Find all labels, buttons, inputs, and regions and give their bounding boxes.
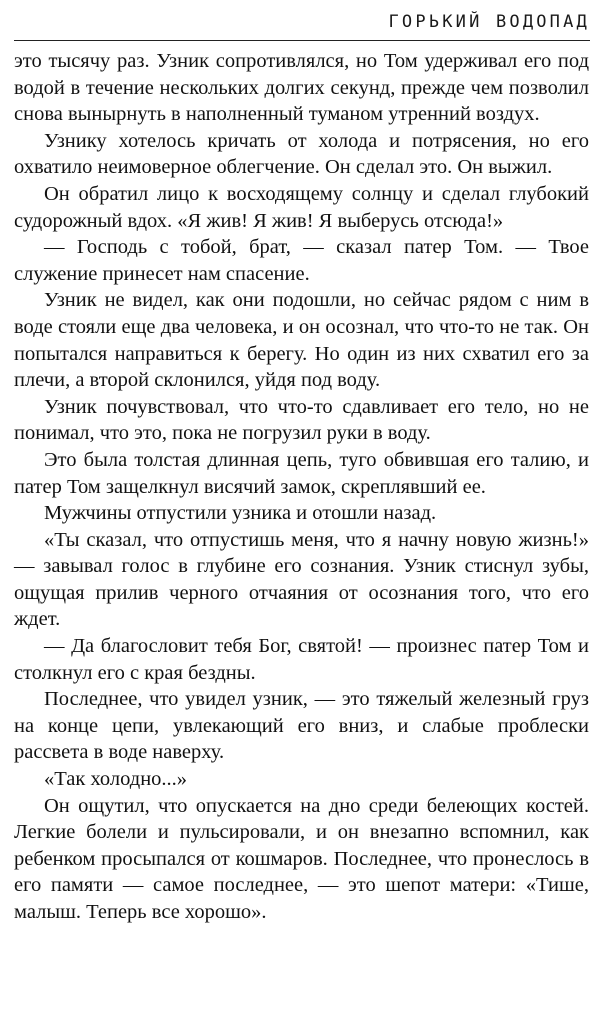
paragraph: — Да благословит тебя Бог, святой! — произнес патер Том и столкнул его с края бездны. [14, 635, 589, 684]
paragraph: это тысячу раз. Узник сопротивлялся, но Том удерживал его под водой в течение нескольких долгих секунд, прежде чем позволил снова вынырнуть в наполненный туманом утренний воздух. [14, 50, 589, 126]
header-rule [14, 40, 590, 41]
paragraph: Он обратил лицо к восходящему солнцу и сделал глубокий судорожный вдох. «Я жив! Я жив! Я выберусь отсюда!» [14, 182, 589, 232]
paragraph: Узник почувствовал, что что-то сдавливает его тело, но не понимал, что это, пока не погрузил руки в воду. [14, 395, 589, 445]
paragraph: «Ты сказал, что отпустишь меня, что я начну новую жизнь!» — завывал голос в глубине его сознания. Узник стиснул зубы, ощущая прилив черного отчаяния от осознания того, что его ждет. [14, 528, 589, 631]
paragraph: — Господь с тобой, брат, — сказал патер Том. — Твое служение принесет нам спасение. [14, 236, 589, 285]
paragraph: Это была толстая длинная цепь, туго обвившая его талию, и патер Том защелкнул висячий замок, скреплявший ее. [14, 448, 589, 498]
paragraph: Последнее, что увидел узник, — это тяжелый железный груз на конце цепи, увлекающий его вниз, и слабые проблески рассвета в воде наверху. [14, 688, 589, 764]
paragraph: Узнику хотелось кричать от холода и потрясения, но его охватило неимоверное облегчение. Он сделал это. Он выжил. [14, 129, 589, 179]
body-text [14, 48, 589, 926]
paragraph: Он ощутил, что опускается на дно среди белеющих костей. Легкие болели и пульсировали, и он внезапно вспомнил, как ребенком просыпался от кошмаров. Последнее, что пронеслось в его памяти — самое последнее, — это шепот матери: «Тише, малыш. Теперь все хорошо». [14, 794, 589, 923]
paragraph: Узник не видел, как они подошли, но сейчас рядом с ним в воде стояли еще два человека, и он осознал, что что-то не так. Он попытался направиться к берегу. Но один из них схватил его за плечи, а второй склонился, уйдя под воду. [14, 289, 589, 392]
paragraph: Мужчины отпустили узника и отошли назад. [44, 502, 437, 525]
running-head-title: ГОРЬКИЙ ВОДОПАД [388, 12, 590, 32]
paragraph: «Так холодно...» [44, 768, 188, 791]
